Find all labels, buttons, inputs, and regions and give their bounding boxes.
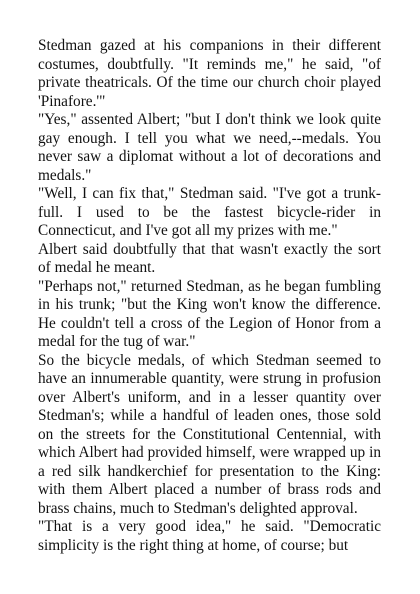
paragraph-5: "Perhaps not," returned Stedman, as he began fumbling in his trunk; "but the King won't know the difference. He couldn't tell a cross of the Legion of Honor from a medal for the tug of war." [38,277,381,350]
paragraph-3: "Well, I can fix that," Stedman said. "I've got a trunk-full. I used to be the fastest bicycle-rider in Connecticut, and I've got all my prizes with me." [38,185,381,239]
paragraph-1: Stedman gazed at his companions in their different costumes, doubtfully. "It reminds me," he said, "of private theatricals. Of the time our church choir played 'Pinafore.'" [38,37,381,110]
paragraph-6: So the bicycle medals, of which Stedman seemed to have an innumerable quantity, were strung in profusion over Albert's uniform, and in a lesser quantity over Stedman's; while a handful of leaden ones, those sold on the streets for the Constitutional Centennial, with which Albert had provided himself, were wrapped up in a red silk handkerchief for presentation to the King: with them Albert placed a number of brass rods and brass chains, much to Stedman's delighted approval. [38,351,381,517]
paragraph-4: Albert said doubtfully that that wasn't exactly the sort of medal he meant. [38,240,381,276]
paragraph-2: "Yes," assented Albert; "but I don't think we look quite gay enough. I tell you what we need,--medals. You never saw a diplomat without a lot of decorations and medals." [38,111,381,184]
book-page-text [38,37,381,555]
paragraph-7: "That is a very good idea," he said. "Democratic simplicity is the right thing at home, of course; but [38,518,381,554]
